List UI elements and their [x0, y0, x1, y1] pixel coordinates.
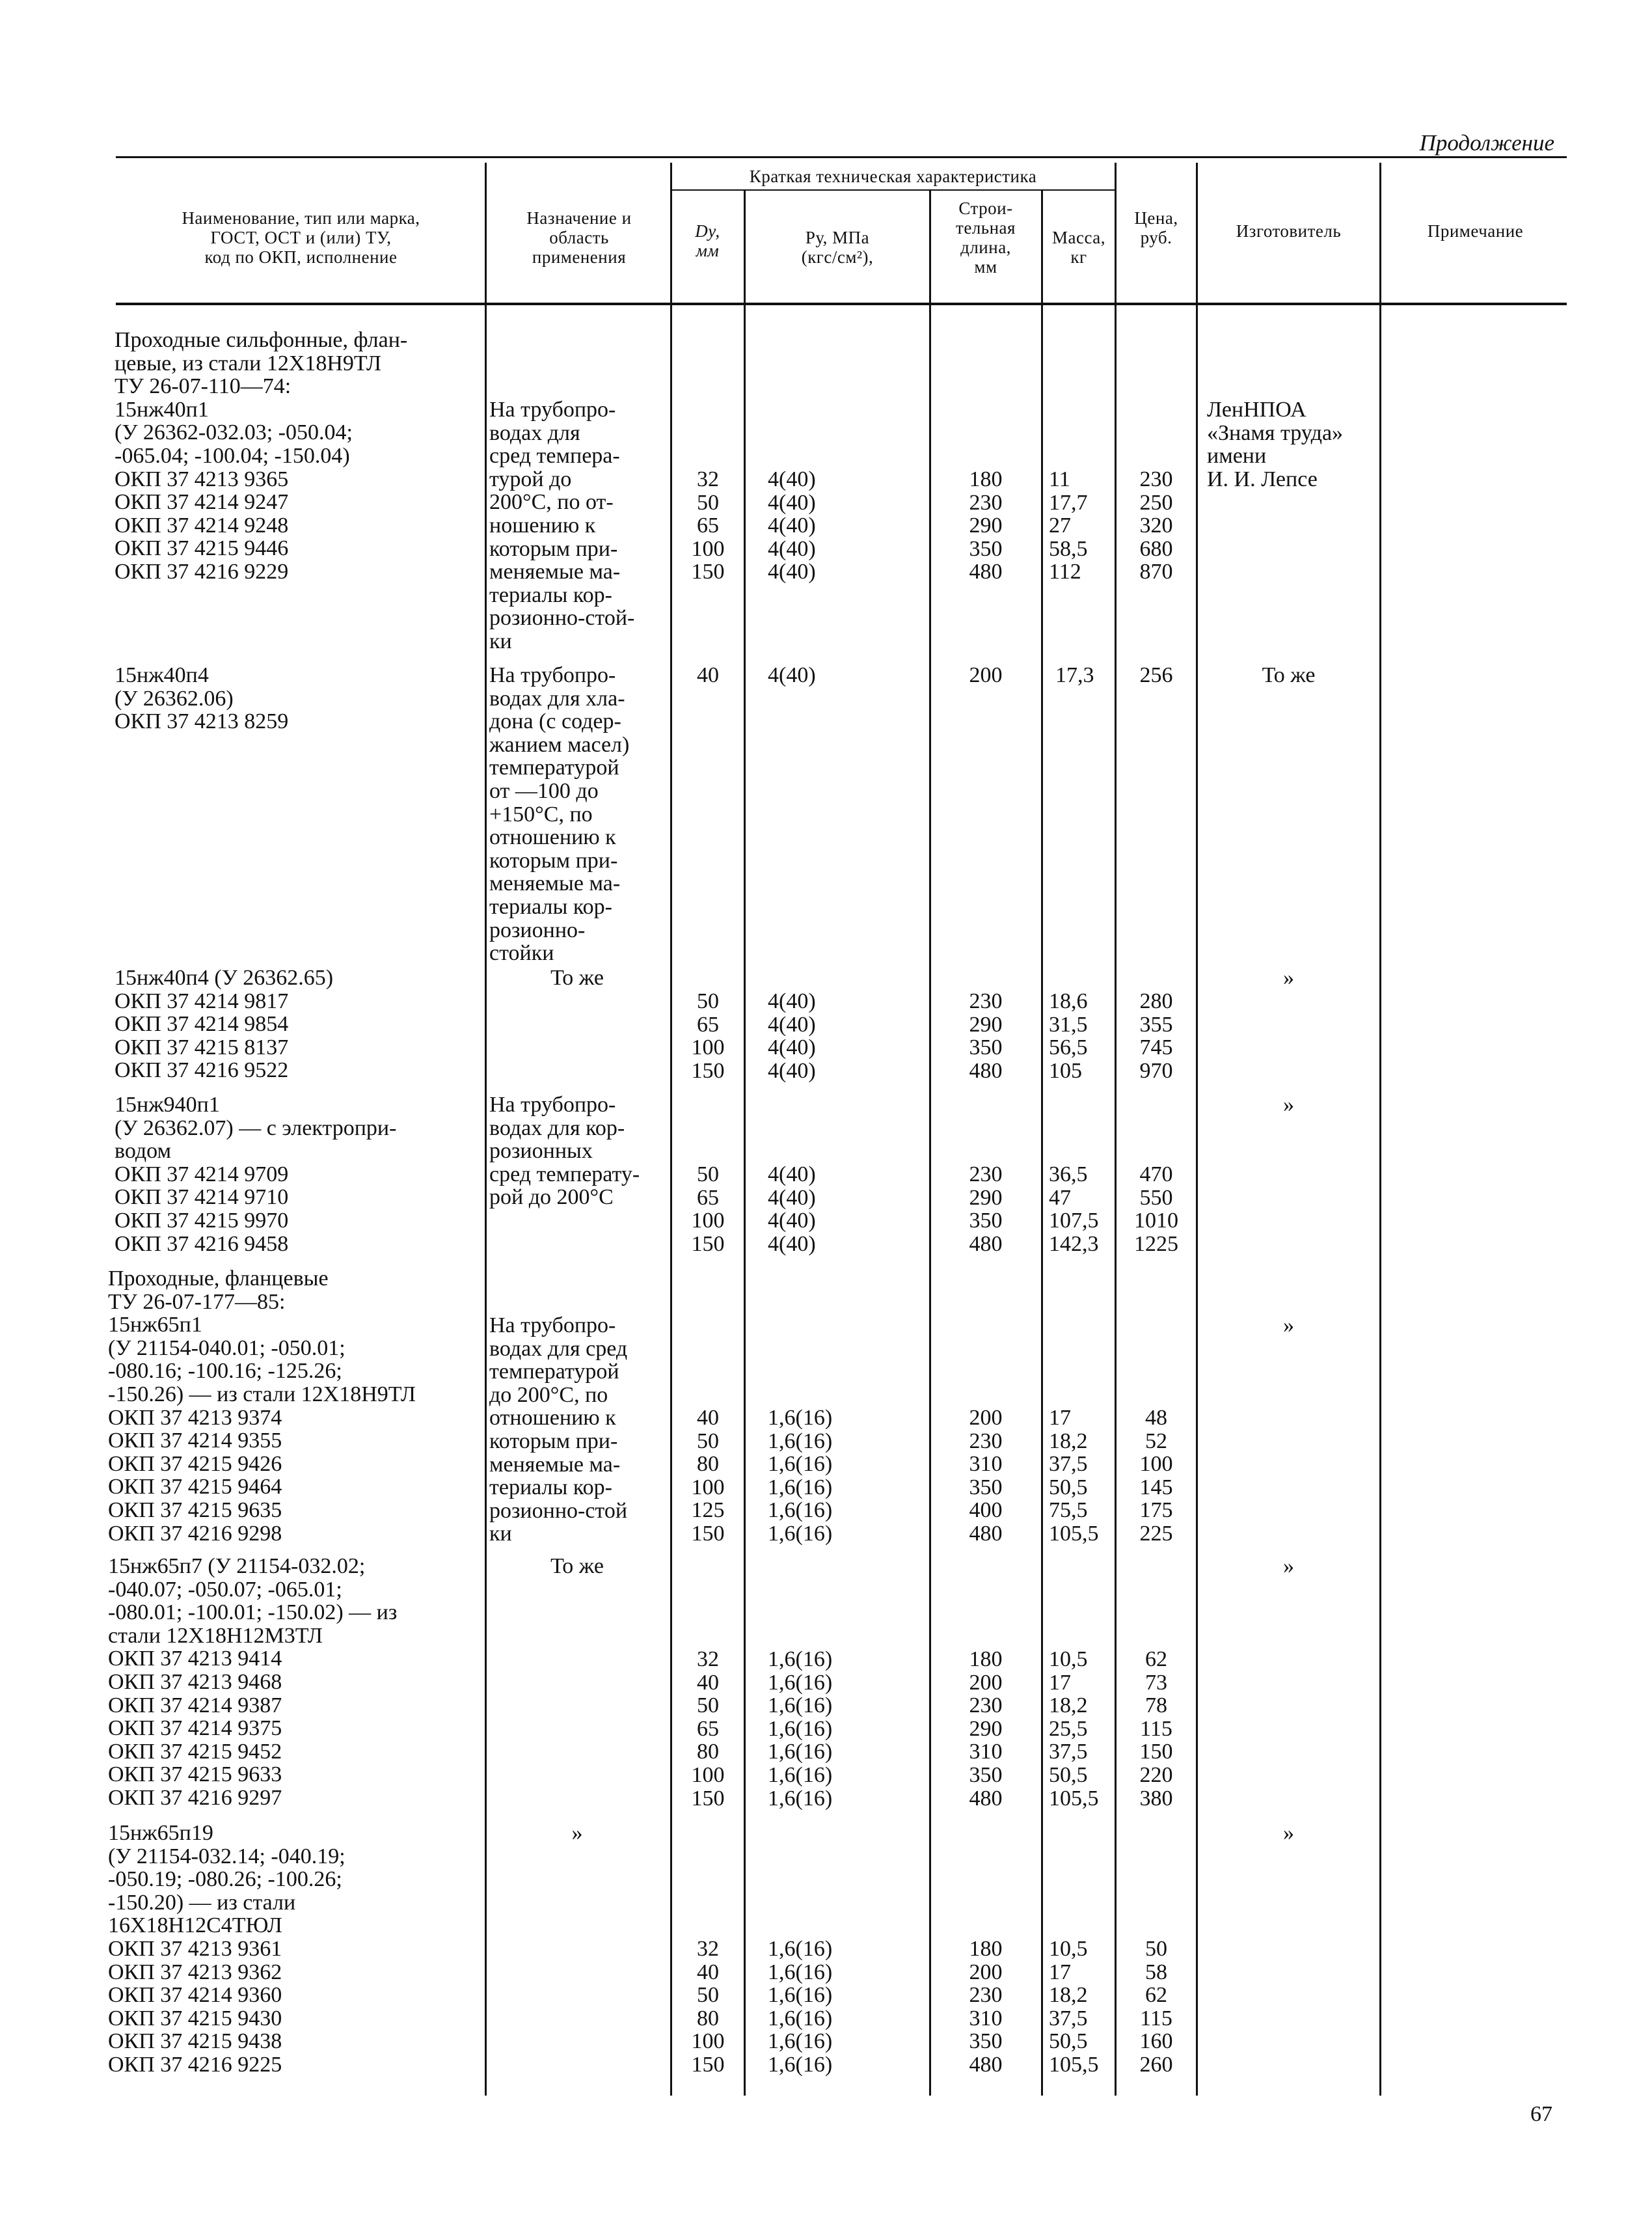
row-purpose: На трубопро- водах для хла- дона (с содер- жанием масел) температурой от —100 до +150°С, по отношению к которым при- меняемые ма- териалы кор- розионно- стойки: [489, 663, 630, 966]
row-py: 4(40) 4(40) 4(40) 4(40) 4(40): [768, 467, 816, 584]
row-mass: 10,5 17 18,2 37,5 50,5 105,5: [1049, 1937, 1099, 2077]
row-length: 180 200 230 310 350 480: [969, 1937, 1003, 2077]
row-length: 230 290 350 480: [969, 989, 1003, 1083]
row-name: 15нж65п7 (У 21154-032.02; -040.07; -050.07; -065.01; -080.01; -100.01; -150.02) — из стали 12Х18Н12М3ТЛ ОКП 37 4213 9414 ОКП 37 4213 9468 ОКП 37 4214 9387 ОКП 37 4214 9375 ОКП 37 4215 9452 ОКП 37 4215 9633 ОКП 37 4216 9297: [108, 1554, 398, 1810]
row-price: 256: [1139, 663, 1173, 687]
row-mass: 36,5 47 107,5 142,3: [1049, 1162, 1099, 1256]
row-dy: 32 50 65 100 150: [691, 467, 725, 584]
header-characteristics-group: Краткая техническая характеристика: [749, 167, 1037, 186]
row-price: 48 52 100 145 175 225: [1139, 1406, 1173, 1546]
row-dy: 32 40 50 80 100 150: [691, 1937, 725, 2077]
header-maker-column: Изготовитель: [1236, 221, 1342, 241]
row-dy: 32 40 50 65 80 100 150: [691, 1647, 725, 1811]
row-py: 1,6(16) 1,6(16) 1,6(16) 1,6(16) 1,6(16) 1,6(16) 1,6(16): [768, 1647, 833, 1811]
row-dy: 50 65 100 150: [691, 1162, 725, 1256]
row-price: 62 73 78 115 150 220 380: [1139, 1647, 1173, 1811]
row-price: 230 250 320 680 870: [1139, 467, 1173, 584]
row-maker: »: [1283, 966, 1294, 990]
row-maker: »: [1283, 1093, 1294, 1117]
row-price: 470 550 1010 1225: [1134, 1162, 1178, 1256]
header-dy-column: Dу, мм: [695, 221, 720, 260]
row-name: 15нж40п4 (У 26362.06) ОКП 37 4213 8259: [115, 663, 289, 734]
row-price: 280 355 745 970: [1139, 989, 1173, 1083]
header-name-column: Наименование, тип или марка, ГОСТ, ОСТ и (или) ТУ, код по ОКП, исполнение: [182, 208, 420, 267]
row-mass: 17 18,2 37,5 50,5 75,5 105,5: [1049, 1406, 1099, 1546]
row-name: 15нж65п19 (У 21154-032.14; -040.19; -050.19; -080.26; -100.26; -150.20) — из стали 16Х18Н12С4ТЮЛ ОКП 37 4213 9361 ОКП 37 4213 9362 ОКП 37 4214 9360 ОКП 37 4215 9430 ОКП 37 4215 9438 ОКП 37 4216 9225: [108, 1821, 345, 2077]
row-py: 4(40) 4(40) 4(40) 4(40): [768, 989, 816, 1083]
divider-mass-price: [1115, 163, 1117, 2096]
header-price-column: Цена, руб.: [1134, 208, 1178, 247]
row-length: 200 230 310 350 400 480: [969, 1406, 1003, 1546]
row-mass: 17,3: [1055, 663, 1094, 687]
row-mass: 11 17,7 27 58,5 112: [1049, 467, 1088, 584]
row-mass: 18,6 31,5 56,5 105: [1049, 989, 1088, 1083]
row-py: 4(40): [768, 663, 816, 687]
header-bottom-rule: [116, 303, 1567, 305]
row-py: 1,6(16) 1,6(16) 1,6(16) 1,6(16) 1,6(16) 1,6(16): [768, 1937, 833, 2077]
row-purpose: То же: [550, 966, 604, 990]
row-maker: »: [1283, 1821, 1294, 1845]
divider-dy-py: [744, 191, 746, 2096]
row-purpose: На трубопро- водах для сред темпера- турой до 200°С, по от- ношению к которым при- меняемые ма- териалы кор- розионно-стой- ки: [489, 398, 635, 653]
row-mass: 10,5 17 18,2 25,5 37,5 50,5 105,5: [1049, 1647, 1099, 1811]
divider-purpose-dy: [670, 163, 672, 2096]
row-purpose: На трубопро- водах для сред температурой до 200°С, по отношению к которым при- меняемые ма- териалы кор- розионно-стой ки: [489, 1313, 628, 1546]
divider-maker-note: [1379, 163, 1381, 2096]
row-length: 200: [969, 663, 1003, 687]
continuation-label: Продолжение: [1419, 130, 1554, 156]
header-length-column: Строи- тельная длина, мм: [956, 198, 1016, 277]
row-length: 180 230 290 350 480: [969, 467, 1003, 584]
row-maker: ЛенНПОА «Знамя труда» имени И. И. Лепсе: [1207, 398, 1344, 491]
row-dy: 50 65 100 150: [691, 989, 725, 1083]
row-purpose: »: [571, 1821, 583, 1845]
row-dy: 40 50 80 100 125 150: [691, 1406, 725, 1546]
divider-price-maker: [1196, 163, 1198, 2096]
row-name: 15нж940п1 (У 26362.07) — с электропри- водом ОКП 37 4214 9709 ОКП 37 4214 9710 ОКП 37 4215 9970 ОКП 37 4216 9458: [115, 1093, 397, 1256]
row-length: 230 290 350 480: [969, 1162, 1003, 1256]
group-header-rule: [670, 189, 1115, 191]
divider-py-length: [929, 191, 931, 2096]
row-price: 50 58 62 115 160 260: [1139, 1937, 1173, 2077]
row-purpose: То же: [550, 1554, 604, 1578]
header-purpose-column: Назначение и область применения: [526, 208, 632, 267]
row-name: Проходные сильфонные, флан- цевые, из стали 12Х18Н9ТЛ ТУ 26-07-110—74: 15нж40п1 (У 26362-032.03; -050.04; -065.04; -100.04; -150.04) ОКП 37 4213 9365 ОКП 37 4214 9247 ОКП 37 4214 9248 ОКП 37 4215 9446 ОКП 37 4216 9229: [115, 328, 408, 584]
row-name: Проходные, фланцевые ТУ 26-07-177—85: 15нж65п1 (У 21154-040.01; -050.01; -080.16; -100.16; -125.26; -150.26) — из стали 12Х18Н9ТЛ ОКП 37 4213 9374 ОКП 37 4214 9355 ОКП 37 4215 9426 ОКП 37 4215 9464 ОКП 37 4215 9635 ОКП 37 4216 9298: [108, 1266, 416, 1546]
row-py: 1,6(16) 1,6(16) 1,6(16) 1,6(16) 1,6(16) 1,6(16): [768, 1406, 833, 1546]
header-py-column: Pу, МПа (кгс/см²),: [801, 228, 874, 267]
header-mass-column: Масса, кг: [1051, 228, 1106, 267]
row-maker: То же: [1262, 663, 1316, 687]
row-name: 15нж40п4 (У 26362.65) ОКП 37 4214 9817 ОКП 37 4214 9854 ОКП 37 4215 8137 ОКП 37 4216 9522: [115, 966, 334, 1083]
row-dy: 40: [697, 663, 719, 687]
row-maker: »: [1283, 1313, 1294, 1337]
page-number: 67: [1530, 2102, 1552, 2126]
divider-name-purpose: [485, 163, 487, 2096]
row-py: 4(40) 4(40) 4(40) 4(40): [768, 1162, 816, 1256]
table-top-rule: [116, 156, 1567, 158]
row-purpose: На трубопро- водах для кор- розионных сред температу- рой до 200°С: [489, 1093, 640, 1210]
row-maker: »: [1283, 1554, 1294, 1578]
row-length: 180 200 230 290 310 350 480: [969, 1647, 1003, 1811]
header-note-column: Примечание: [1427, 221, 1524, 241]
divider-length-mass: [1041, 191, 1043, 2096]
